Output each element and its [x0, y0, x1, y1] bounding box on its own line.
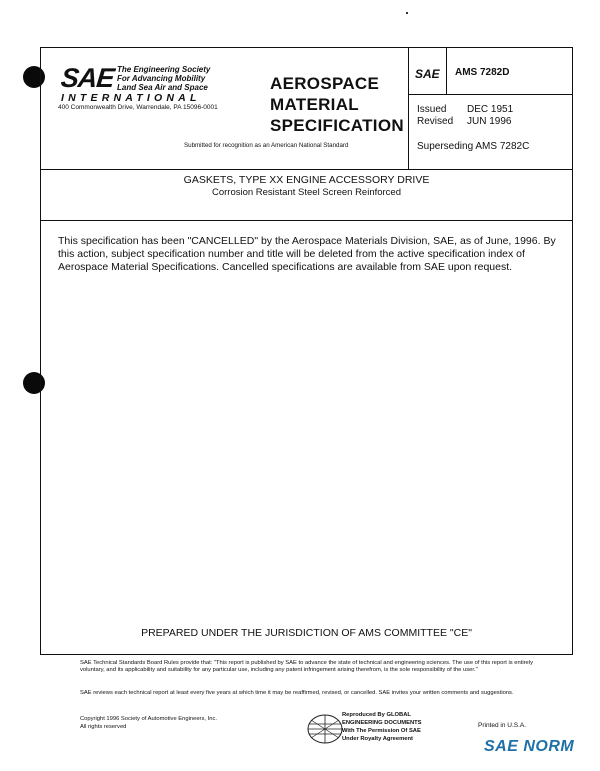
- revised-label: Revised: [417, 116, 454, 127]
- spec-box-top-row-border: [408, 94, 572, 95]
- spec-box-left-border: [408, 48, 409, 169]
- globe-icon: [305, 712, 345, 746]
- copyright-line-1: Copyright 1996 Society of Automotive Engineers, Inc.: [80, 716, 217, 722]
- footer-review: SAE reviews each technical report at least every five years at which time it may be reaffirmed, revised, or cancelled. SAE invites your written comments and suggestions.: [80, 690, 514, 696]
- issued-label: Issued: [417, 104, 447, 115]
- heading-line-2: MATERIAL: [270, 95, 359, 114]
- watermark-text: SAE NORM: [484, 738, 575, 755]
- cancellation-notice: This specification has been "CANCELLED" by the Aerospace Materials Division, SAE, as of June, 1996. By this action, subject specification number and title will be deleted from the active specification index of Aerospace Material Specifications. Cancelled specifications are available from SAE upon request.: [58, 235, 556, 273]
- logo-international: INTERNATIONAL: [61, 92, 201, 104]
- title-divider: [41, 220, 572, 221]
- spec-box-inner-divider: [446, 48, 447, 94]
- ihs-line-1: Reproduced By GLOBAL: [342, 712, 411, 718]
- superseding: Superseding AMS 7282C: [417, 141, 530, 152]
- logo-tagline-1: The Engineering Society: [117, 65, 211, 74]
- spec-number: AMS 7282D: [455, 67, 510, 78]
- logo-mark: SAE: [59, 63, 116, 93]
- revised-value: JUN 1996: [467, 116, 512, 127]
- spec-title: GASKETS, TYPE XX ENGINE ACCESSORY DRIVE: [183, 174, 430, 186]
- footer-rules: SAE Technical Standards Board Rules provide that: "This report is published by SAE to advance the state of technical and engineering sciences. The use of this report is entirely voluntary, and its applicability and suitability for any particular use, including any patent infringement arising therefrom, is the sole responsibility of the user.": [80, 660, 533, 674]
- prepared-note: PREPARED UNDER THE JURISDICTION OF AMS COMMITTEE "CE": [141, 627, 472, 639]
- ihs-line-4: Under Royalty Agreement: [342, 736, 413, 742]
- printed-in: Printed in U.S.A.: [478, 722, 527, 729]
- scan-speck: [406, 12, 408, 14]
- logo-tagline-2: For Advancing Mobility: [117, 74, 206, 83]
- logo-tagline-3: Land Sea Air and Space: [117, 83, 208, 92]
- heading-line-1: AEROSPACE: [270, 74, 380, 93]
- header-divider: [41, 169, 572, 170]
- issued-value: DEC 1951: [467, 104, 514, 115]
- document-frame: [40, 47, 573, 655]
- ihs-seal: [305, 712, 345, 746]
- spec-subtitle: Corrosion Resistant Steel Screen Reinforced: [211, 187, 402, 198]
- heading-line-3: SPECIFICATION: [270, 116, 404, 135]
- address: 400 Commonwealth Drive, Warrendale, PA 15096-0001: [58, 104, 218, 111]
- sae-norm-watermark: [484, 738, 574, 756]
- submitted-note: Submitted for recognition as an American National Standard: [184, 142, 349, 149]
- ihs-line-2: ENGINEERING DOCUMENTS: [342, 720, 422, 726]
- spec-box-mark: SAE: [415, 67, 440, 81]
- ihs-line-3: With The Permission Of SAE: [342, 728, 421, 734]
- copyright-line-2: All rights reserved: [80, 724, 127, 730]
